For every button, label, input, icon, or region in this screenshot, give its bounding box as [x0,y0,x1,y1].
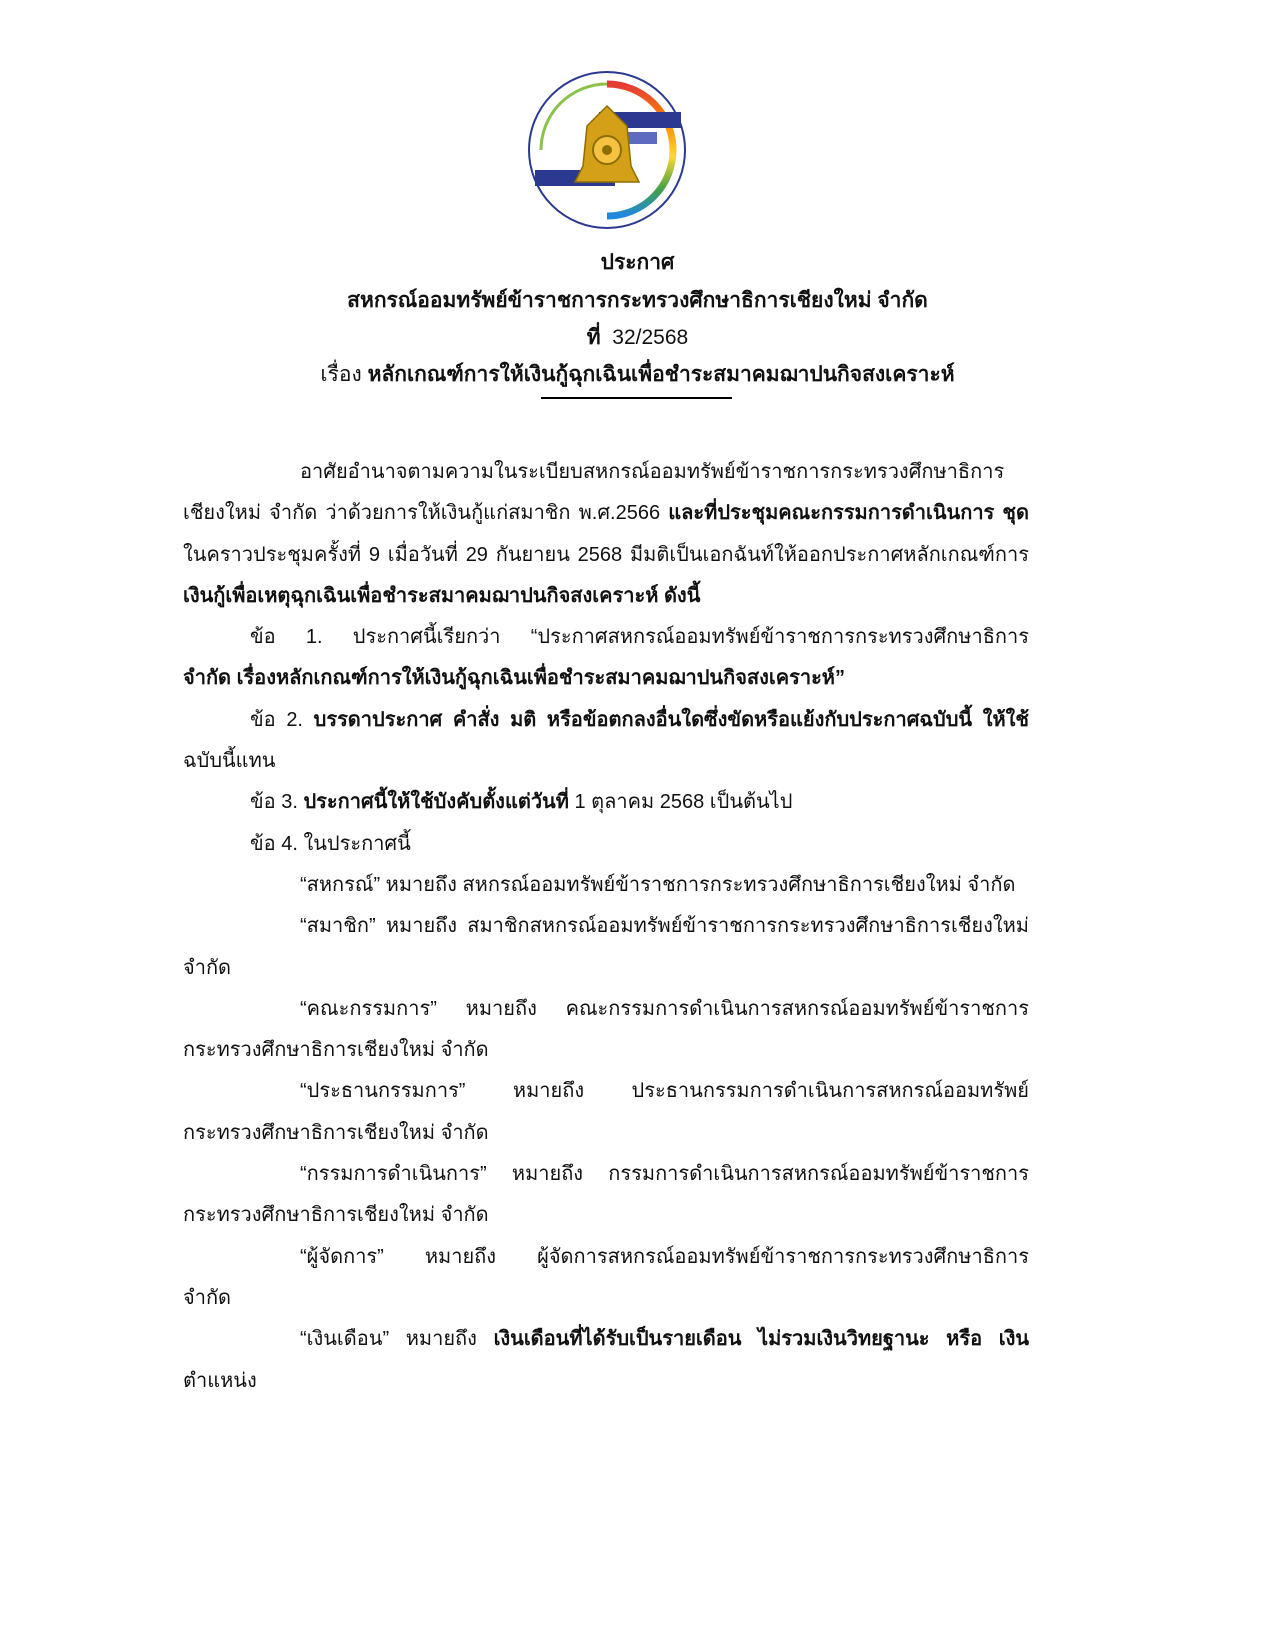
body-line [183,493,1029,534]
body-text: เชียงใหม่ จำกัด ว่าด้วยการให้เงินกู้แก่สมาชิก พ.ศ.2566 [183,502,669,525]
number-value: 32/2568 [612,326,689,349]
body-line [183,1195,1029,1236]
body-line [183,1113,1029,1154]
body-text: ข้อ 2. [250,708,314,731]
body-text: “คณะกรรมการ” หมายถึง คณะกรรมการดำเนินการสหกรณ์ออมทรัพย์ข้าราชการ [300,997,1029,1020]
bold-text: จำกัด เรื่องหลักเกณฑ์การให้เงินกู้ฉุกเฉินเพื่อชำระสมาคมฌาปนกิจสงเคราะห์” [183,667,845,690]
body-line [183,452,1029,493]
announcement-type: ประกาศ [600,251,675,274]
subject-text: หลักเกณฑ์การให้เงินกู้ฉุกเฉินเพื่อชำระสมาคมฌาปนกิจสงเคราะห์ [367,363,955,386]
body-line [183,1071,1029,1112]
bold-text: และที่ประชุมคณะกรรมการดำเนินการ ชุด [668,502,1029,525]
body-text: ข้อ 1. ประกาศนี้เรียกว่า “ประกาศสหกรณ์ออมทรัพย์ข้าราชการกระทรวงศึกษาธิการ [250,626,1029,649]
body-line [183,617,1029,658]
announcement-subject [0,358,1275,391]
body-text: ในคราวประชุมครั้งที่ 9 เมื่อวันที่ 29 กันยายน 2568 มีมติเป็นเอกฉันท์ให้ออกประกาศหลักเกณฑ์การ [183,543,1029,566]
body-line [183,1030,1029,1071]
body-line [183,658,1029,699]
body-line [183,700,1029,741]
body-text: จำกัด [183,1286,232,1309]
body-text: “ประธานกรรมการ” หมายถึง ประธานกรรมการดำเนินการสหกรณ์ออมทรัพย์ [300,1080,1029,1103]
body-text: จำกัด [183,956,232,979]
body-text: ข้อ 4. ในประกาศนี้ [250,832,411,855]
body-text: 1 ตุลาคม 2568 เป็นต้นไป [568,791,793,814]
number-label: ที่ [586,326,601,349]
body-line [183,989,1029,1030]
body-line [183,782,1029,823]
body-text: อาศัยอำนาจตามความในระเบียบสหกรณ์ออมทรัพย์ข้าราชการกระทรวงศึกษาธิการ [300,461,1005,483]
body-text: กระทรวงศึกษาธิการเชียงใหม่ จำกัด [183,1204,489,1227]
body-text: “ผู้จัดการ” หมายถึง ผู้จัดการสหกรณ์ออมทรัพย์ข้าราชการกระทรวงศึกษาธิการ [300,1245,1029,1268]
body-line [183,1237,1029,1278]
announcement-body [183,452,1029,1402]
body-text: กระทรวงศึกษาธิการเชียงใหม่ จำกัด [183,1039,489,1062]
bold-text: ประกาศนี้ให้ใช้บังคับตั้งแต่วันที่ [303,791,569,814]
body-line [183,906,1029,947]
body-line [183,535,1029,576]
bold-text: เงินเดือนที่ได้รับเป็นรายเดือน ไม่รวมเงินวิทยฐานะ หรือ เงิน [493,1328,1029,1351]
body-line [183,1278,1029,1319]
body-line [183,741,1029,782]
body-text: กระทรวงศึกษาธิการเชียงใหม่ จำกัด [183,1121,489,1144]
body-line [183,824,1029,865]
bold-text: เงินกู้เพื่อเหตุฉุกเฉินเพื่อชำระสมาคมฌาปนกิจสงเคราะห์ ดังนี้ [183,584,701,607]
body-text: “เงินเดือน” หมายถึง [300,1328,494,1351]
body-line [183,865,1029,906]
body-text: “สหกรณ์” หมายถึง สหกรณ์ออมทรัพย์ข้าราชการกระทรวงศึกษาธิการเชียงใหม่ จำกัด [300,873,1016,896]
subject-label: เรื่อง [320,363,362,386]
bold-text: บรรดาประกาศ คำสั่ง มติ หรือข้อตกลงอื่นใดซึ่งขัดหรือแย้งกับประกาศฉบับนี้ ให้ใช้ [313,708,1029,731]
body-text: ฉบับนี้แทน [183,750,276,773]
body-line [183,576,1029,617]
body-text: “กรรมการดำเนินการ” หมายถึง กรรมการดำเนินการสหกรณ์ออมทรัพย์ข้าราชการ [300,1163,1029,1186]
organization-name: สหกรณ์ออมทรัพย์ข้าราชการกระทรวงศึกษาธิการเชียงใหม่ จำกัด [347,289,928,312]
body-line [183,948,1029,989]
body-text: ข้อ 3. [250,791,304,814]
announcement-number [0,321,1275,354]
cooperative-logo [527,70,687,230]
body-text: ตำแหน่ง [183,1369,257,1392]
body-line [183,1154,1029,1195]
body-line [183,1319,1029,1360]
title-divider [541,397,732,399]
body-text: “สมาชิก” หมายถึง สมาชิกสหกรณ์ออมทรัพย์ข้าราชการกระทรวงศึกษาธิการเชียงใหม่ [300,915,1029,938]
body-line [183,1361,1029,1402]
